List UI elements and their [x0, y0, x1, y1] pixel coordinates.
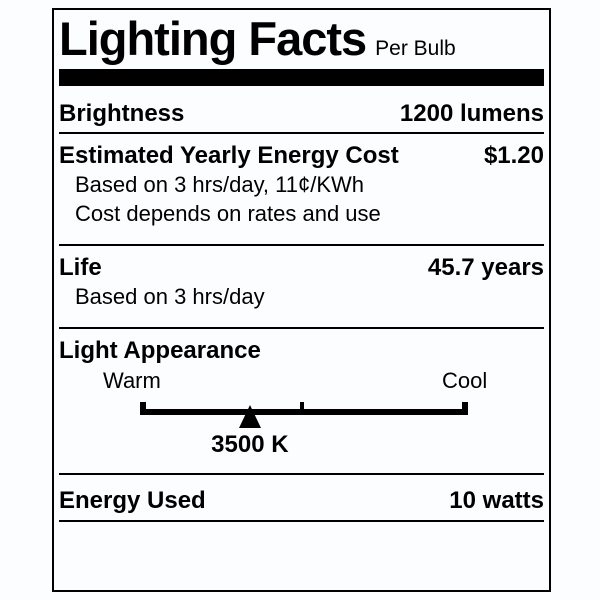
life-note-basis: Based on 3 hrs/day: [75, 283, 265, 309]
scale-right-endcap: [462, 402, 468, 415]
energy-used-value: 10 watts: [449, 487, 544, 515]
lighting-facts-label: [52, 8, 551, 592]
life-value: 45.7 years: [427, 254, 544, 281]
label-subtitle: Per Bulb: [375, 37, 456, 60]
scale-cool-label: Cool: [442, 367, 488, 393]
energy-cost-label: Estimated Yearly Energy Cost: [59, 142, 399, 169]
light-appearance-label: Light Appearance: [59, 337, 261, 364]
scale-left-endcap: [140, 402, 146, 415]
energy-used-row: [59, 475, 544, 522]
header-separator-bar: [59, 69, 544, 86]
temperature-marker-icon: [239, 405, 261, 428]
scale-warm-label: Warm: [103, 367, 161, 393]
energy-cost-value: $1.20: [483, 142, 544, 169]
energy-cost-note-disclaimer: Cost depends on rates and use: [75, 200, 381, 226]
temperature-value: 3500 K: [211, 430, 289, 458]
scale-bar: [140, 409, 468, 415]
energy-cost-row: [59, 142, 544, 170]
brightness-value: 1200 lumens: [399, 100, 544, 128]
life-label: Life: [59, 254, 102, 281]
light-appearance-section: [59, 337, 544, 475]
label-title: Lighting Facts: [59, 12, 367, 65]
energy-cost-section: [59, 142, 544, 246]
life-section: [59, 254, 544, 329]
brightness-label: Brightness: [59, 100, 185, 128]
brightness-row: [59, 86, 544, 134]
warm-cool-scale: [59, 365, 544, 465]
scale-midpoint-tick: [300, 402, 304, 415]
energy-used-label: Energy Used: [59, 487, 206, 515]
energy-cost-note-basis: Based on 3 hrs/day, 11¢/KWh: [75, 171, 365, 197]
life-row: [59, 254, 544, 282]
label-header: [59, 10, 544, 69]
